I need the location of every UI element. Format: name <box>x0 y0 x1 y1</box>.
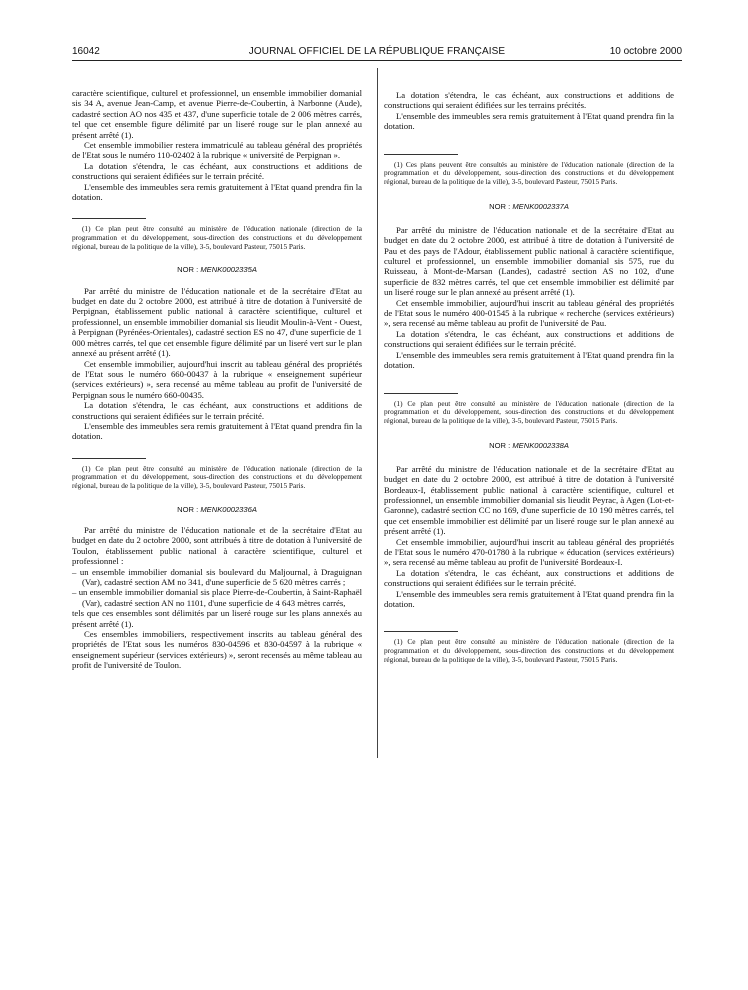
nor-reference <box>72 265 362 275</box>
paragraph: tels que ces ensembles sont délimités par un liseré rouge sur les plans annexés au présent arrêté (1). <box>72 608 362 629</box>
nor-reference <box>384 202 674 212</box>
left-column <box>72 88 362 671</box>
paragraph: La dotation s'étendra, le cas échéant, aux constructions et additions de constructions qui seraient édifiées sur le terrain précité. <box>384 328 674 350</box>
footnote-rule <box>384 154 458 155</box>
paragraph: caractère scientifique, culturel et professionnel, un ensemble immobilier domanial sis 34 A, avenue Jean-Camp, et avenue Pierre-de-Coubertin, à Narbonne (Aude), cadastré section AO nos 435 et 437, d'une superficie totale de 2 006 mètres carrés, tel que cet ensemble figure délimité par un liseré rouge sur le plan annexé au présent arrêté (1). <box>72 88 362 140</box>
journal-title: JOURNAL OFFICIEL DE LA RÉPUBLIQUE FRANÇAISE <box>248 46 506 57</box>
paragraph: Par arrêté du ministre de l'éducation nationale et de la secrétaire d'Etat au budget en date du 2 octobre 2000, est attribué à titre de dotation à l'université de Pau et des pays de l'Adour, établissement public national à caractère scientifique, culturel et professionnel, un ensemble immobilier domanial sis 575, rue du Ruisseau, à Mont-de-Marsan (Landes), cadastré section AS no 102, d'une superficie de 832 mètres carrés, tel que cet ensemble immobilier est délimité par un liseré rouge sur le plan annexé au présent arrêté (1). <box>384 224 674 298</box>
paragraph: L'ensemble des immeubles sera remis gratuitement à l'Etat quand prendra fin la dotation. <box>72 420 362 442</box>
paragraph: Cet ensemble immobilier, aujourd'hui inscrit au tableau général des propriétés de l'Etat sous le numéro 660-00437 à la rubrique « enseignement supérieur (services extérieurs) », sera recensé au même tableau au profit de l'université de Perpignan sous le numéro 660-00435. <box>72 358 362 400</box>
footnote-rule <box>384 393 458 394</box>
column-divider <box>377 68 378 758</box>
footnote: (1) Ce plan peut être consulté au ministère de l'éducation nationale (direction de la programmation et du développement, sous-direction des constructions et du développement régional, bureau de la politique de la ville), 3-5, boulevard Pasteur, 75015 Paris. <box>72 463 362 490</box>
issue-date: 10 octobre 2000 <box>609 46 682 57</box>
paragraph: Par arrêté du ministre de l'éducation nationale et de la secrétaire d'Etat au budget en date du 2 octobre 2000, sont attribués à titre de dotation à l'université de Toulon, établissement public national à caractère scientifique, culturel et professionnel : <box>72 524 362 567</box>
list-item: – un ensemble immobilier domanial sis place Pierre-de-Coubertin, à Saint-Raphaël (Var), cadastré section AN no 1101, d'une superficie de 4 643 mètres carrés, <box>72 587 362 608</box>
footnote-rule <box>72 218 146 219</box>
footnote-rule <box>72 458 146 459</box>
page-header <box>72 46 682 60</box>
paragraph: Cet ensemble immobilier restera immatriculé au tableau général des propriétés de l'Etat sous le numéro 110-02402 à la rubrique « université de Perpignan ». <box>72 140 362 161</box>
paragraph: L'ensemble des immeubles sera remis gratuitement à l'Etat quand prendra fin la dotation. <box>72 181 362 203</box>
nor-label: NOR : <box>489 202 511 212</box>
nor-reference <box>384 441 674 451</box>
paragraph: Cet ensemble immobilier, aujourd'hui inscrit au tableau général des propriétés de l'Etat sous le numéro 470-01780 à la rubrique « éducation (services extérieurs) », sera recensé au même tableau au profit de l'université Bordeaux-I. <box>384 536 674 568</box>
paragraph: Par arrêté du ministre de l'éducation nationale et de la secrétaire d'Etat au budget en date du 2 octobre 2000, est attribué à titre de dotation à l'université de Perpignan, établissement public national à caractère scientifique, culturel et professionnel, un ensemble immobilier domanial sis lieudit Moulin-à-Vent - Ouest, à Perpignan (Pyrénées-Orientales), cadastré section ES no 47, d'une superficie de 1 000 mètres carrés, tel que cet ensemble figure délimité par un liseré vert sur le plan annexé au présent arrêté (1). <box>72 285 362 359</box>
nor-code: MENK0002336A <box>200 504 257 514</box>
paragraph: L'ensemble des immeubles sera remis gratuitement à l'Etat quand prendra fin la dotation. <box>384 588 674 609</box>
nor-code: MENK0002335A <box>200 265 257 275</box>
paragraph: La dotation s'étendra, le cas échéant, aux constructions et additions de constructions qui seraient édifiées sur le terrain précité. <box>72 400 362 421</box>
paragraph: Cet ensemble immobilier, aujourd'hui inscrit au tableau général des propriétés de l'Etat sous le numéro 400-01545 à la rubrique « recherche (services extérieurs) », sera recensé au même tableau au profit de l'université de Pau. <box>384 297 674 329</box>
footnote-rule <box>384 631 458 632</box>
footnote: (1) Ce plan peut être consulté au ministère de l'éducation nationale (direction de la programmation et du développement, sous-direction des constructions et du développement régional, bureau de la politique de la ville), 3-5, boulevard Pasteur, 75015 Paris. <box>72 224 362 251</box>
footnote: (1) Ce plan peut être consulté au ministère de l'éducation nationale (direction de la programmation et du développement, sous-direction des constructions et du développement régional, bureau de la politique de la ville), 3-5, boulevard Pasteur, 75015 Paris. <box>384 398 674 425</box>
nor-reference <box>72 505 362 515</box>
paragraph: La dotation s'étendra, le cas échéant, aux constructions et additions de constructions qui seraient édifiées sur le terrain précité. <box>72 160 362 182</box>
nor-label: NOR : <box>177 265 199 275</box>
list-item: – un ensemble immobilier domanial sis boulevard du Maljournal, à Draguignan (Var), cadastré section AM no 341, d'une superficie de 5 620 mètres carrés ; <box>72 567 362 588</box>
paragraph: La dotation s'étendra, le cas échéant, aux constructions et additions de constructions qui seraient édifiées sur les terrains précités. <box>384 90 674 111</box>
paragraph: L'ensemble des immeubles sera remis gratuitement à l'Etat quand prendra fin la dotation. <box>384 110 674 132</box>
nor-label: NOR : <box>177 504 199 514</box>
nor-code: MENK0002338A <box>512 441 569 451</box>
nor-label: NOR : <box>489 441 511 451</box>
footnote: (1) Ce plan peut être consulté au ministère de l'éducation nationale (direction de la programmation et du développement, sous-direction des constructions et du développement régional, bureau de la politique de la ville), 3-5, boulevard Pasteur, 75015 Paris. <box>384 637 674 664</box>
paragraph: Ces ensembles immobiliers, respectivement inscrits au tableau général des propriétés de l'Etat sous les numéros 830-04596 et 830-04597 à la rubrique « enseignement supérieur (services extérieurs) », seront recensés au même tableau au profit de l'université de Toulon. <box>72 629 362 671</box>
nor-code: MENK0002337A <box>512 202 569 212</box>
right-column <box>384 90 674 664</box>
page-number: 16042 <box>72 46 100 57</box>
property-list <box>72 567 362 609</box>
paragraph: L'ensemble des immeubles sera remis gratuitement à l'Etat quand prendra fin la dotation. <box>384 349 674 371</box>
footnote: (1) Ces plans peuvent être consultés au ministère de l'éducation nationale (direction de la programmation et du développement, sous-direction des constructions et du développement régional, bureau de la politique de la ville), 3-5, boulevard Pasteur, 75015 Paris. <box>384 159 674 186</box>
header-rule <box>72 60 682 61</box>
paragraph: La dotation s'étendra, le cas échéant, aux constructions et additions de constructions qui seraient édifiées sur le terrain précité. <box>384 567 674 589</box>
paragraph: Par arrêté du ministre de l'éducation nationale et de la secrétaire d'Etat au budget en date du 2 octobre 2000, est attribué à titre de dotation à l'université Bordeaux-I, établissement public national à caractère scientifique, culturel et professionnel, un ensemble immobilier domanial sis lieudit Peyrac, à Agen (Lot-et-Garonne), cadastré section CC no 169, d'une superficie de 10 190 mètres carrés, tel que cet ensemble immobilier est délimité par un liseré rouge sur le plan annexé au présent arrêté (1). <box>384 463 674 537</box>
